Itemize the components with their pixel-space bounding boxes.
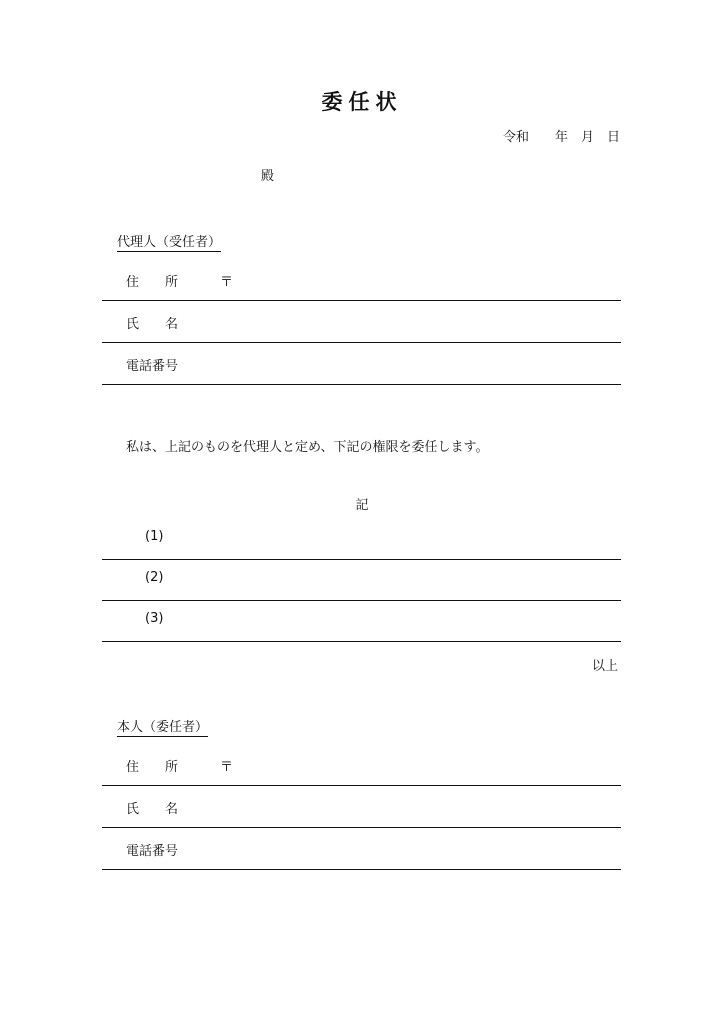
- date-line: 令和 年 月 日: [502, 130, 620, 145]
- principal-phone-label: 電話番号: [126, 844, 179, 859]
- ki-heading: 記: [355, 498, 369, 513]
- principal-name-label: 氏 名: [126, 802, 179, 817]
- item-2-line: [102, 600, 621, 601]
- agent-section-heading: 代理人（受任者）: [117, 231, 221, 252]
- document-title: 委任状: [321, 90, 403, 114]
- item-3-line: [102, 641, 621, 642]
- agent-name-line: [102, 342, 621, 343]
- delegation-item-2: (2): [145, 570, 164, 585]
- addressee-suffix: 殿: [261, 169, 275, 184]
- closing-mark: 以上: [591, 659, 618, 674]
- agent-phone-line: [102, 384, 621, 385]
- principal-address-line: [102, 785, 621, 786]
- agent-address-line: [102, 300, 621, 301]
- principal-postal-mark: 〒: [220, 760, 234, 775]
- delegation-statement: 私は、上記のものを代理人と定め、下記の権限を委任します。: [126, 440, 489, 455]
- principal-name-line: [102, 827, 621, 828]
- principal-address-label: 住 所: [126, 760, 179, 775]
- agent-name-label: 氏 名: [126, 317, 179, 332]
- agent-postal-mark: 〒: [220, 275, 234, 290]
- delegation-item-1: (1): [145, 529, 164, 544]
- principal-section-heading: 本人（委任者）: [117, 716, 208, 737]
- principal-phone-line: [102, 869, 621, 870]
- delegation-item-3: (3): [145, 611, 164, 626]
- agent-address-label: 住 所: [126, 275, 179, 290]
- agent-phone-label: 電話番号: [126, 359, 179, 374]
- item-1-line: [102, 559, 621, 560]
